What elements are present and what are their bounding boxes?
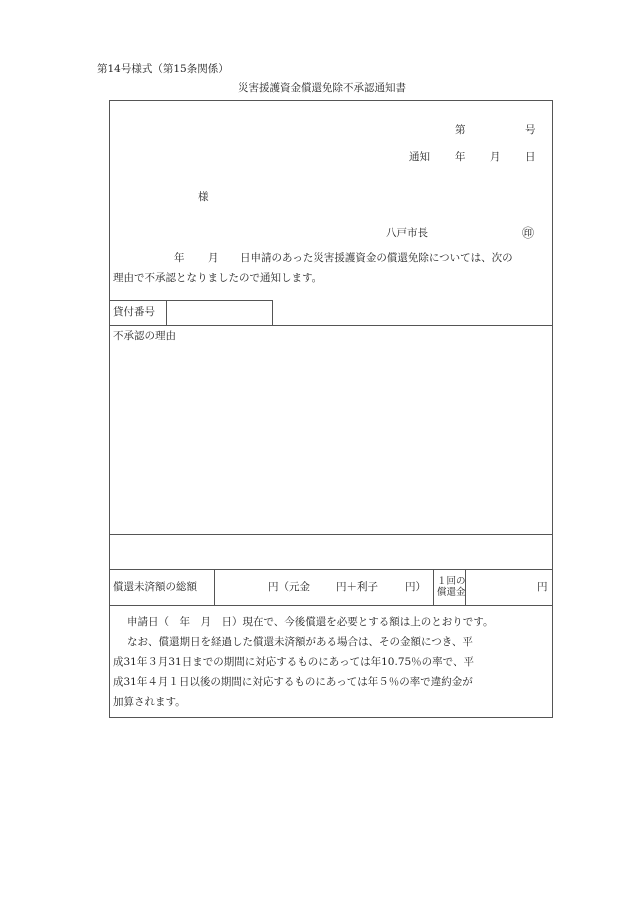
notice-line-4: 成31年４月１日以後の期間に対応するものにあっては年５％の率で違約金が (113, 676, 473, 688)
balance-row-bottom-border (109, 605, 553, 606)
loan-number-label: 貸付番号 (113, 306, 155, 318)
loan-row-right-border (272, 300, 273, 325)
per-payment-yen: 円 (537, 581, 548, 593)
body-month: 月 (208, 252, 219, 264)
number-suffix: 号 (525, 124, 536, 136)
body-line-1: 日申請のあった災害援護資金の償還免除については、次の (240, 252, 513, 264)
reason-bottom-border (109, 534, 553, 535)
balance-total-label: 償還未済額の総額 (113, 581, 197, 593)
balance-interest-yen: 円） (405, 581, 426, 593)
notice-line-2: なお、償還期日を経過した償還未済額がある場合は、その金額につき、平 (127, 636, 473, 648)
document-title: 災害援護資金償還免除不承認通知書 (238, 82, 406, 94)
balance-divider-1 (214, 569, 215, 605)
balance-divider-2 (433, 569, 434, 605)
date-year: 年 (455, 151, 466, 163)
form-number: 第14号様式（第15条関係） (97, 63, 229, 75)
balance-principal-yen: 円＋利子 (336, 581, 378, 593)
notice-line-5: 加算されます。 (113, 696, 186, 708)
per-payment-label-line-2: 償還金 (437, 587, 466, 598)
balance-total-yen: 円（元金 (268, 581, 310, 593)
issuer-name: 八戸市長 (386, 227, 428, 239)
body-year: 年 (174, 252, 185, 264)
loan-row-divider (166, 300, 167, 325)
reason-label: 不承認の理由 (113, 330, 176, 342)
date-month: 月 (490, 151, 501, 163)
notice-date-label: 通知 (409, 151, 430, 163)
reason-top-border (109, 325, 553, 326)
number-prefix: 第 (455, 124, 466, 136)
recipient-honorific: 様 (198, 191, 209, 203)
balance-row-top-border (109, 569, 553, 570)
seal-mark: ㊞ (522, 226, 535, 240)
notice-line-3: 成31年３月31日までの期間に対応するものにあっては年10.75％の率で、平 (113, 656, 474, 668)
body-line-2: 理由で不承認となりましたので通知します。 (113, 272, 323, 284)
per-payment-label-line-1: １回の (437, 576, 466, 587)
loan-row-top-border (109, 300, 272, 301)
notice-line-1: 申請日（ 年 月 日）現在で、今後償還を必要とする額は上のとおりです。 (127, 616, 494, 628)
date-day: 日 (525, 151, 536, 163)
notice-text (113, 612, 493, 712)
